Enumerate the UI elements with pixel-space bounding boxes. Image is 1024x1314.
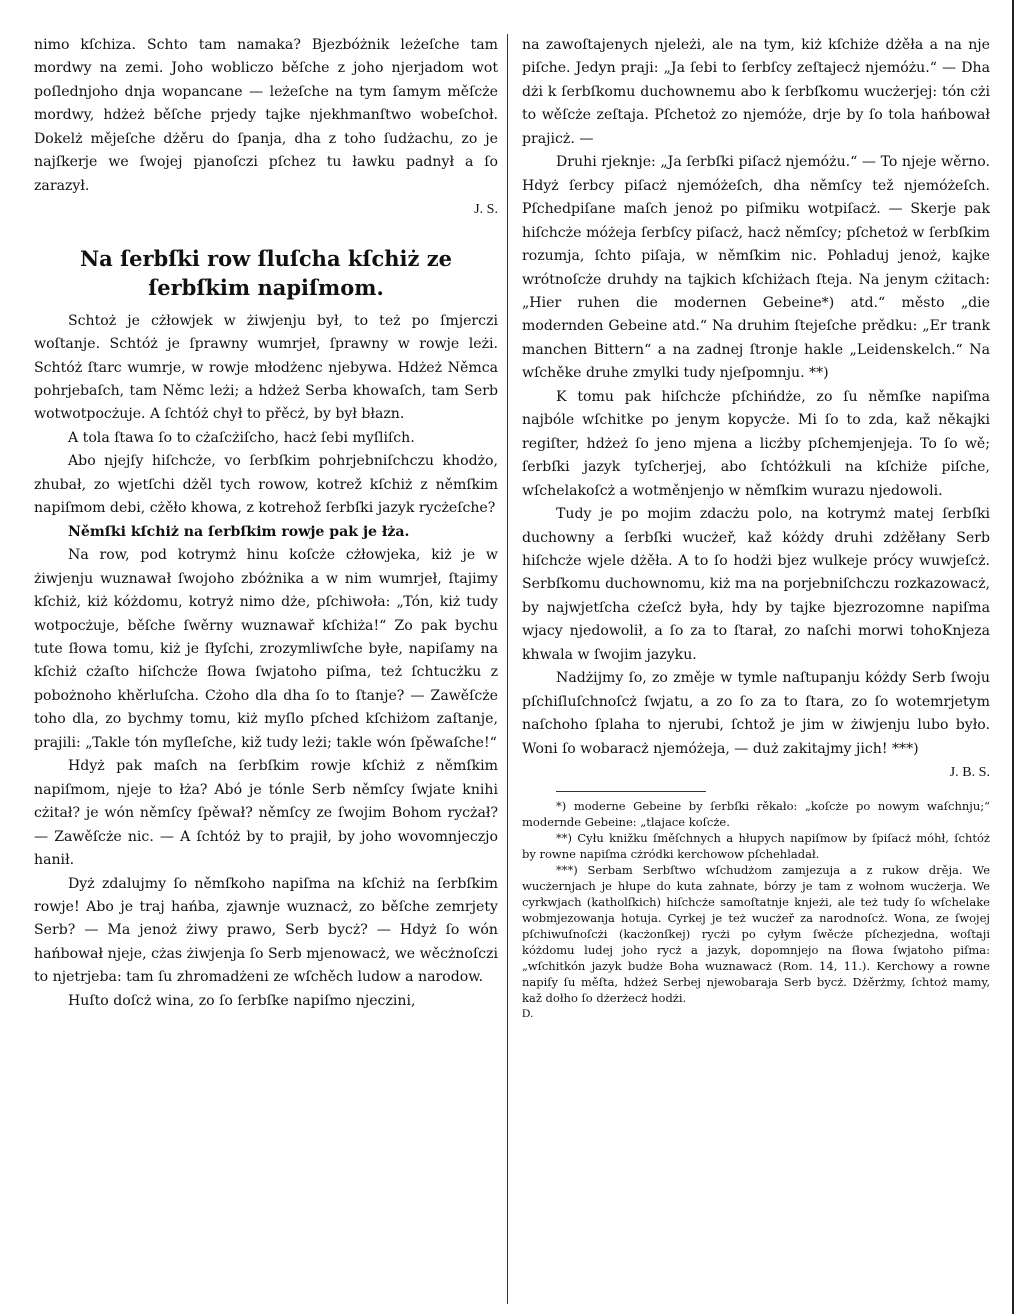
paragraph: Druhi rjeknje: „Ja ſerbſki piſacż njemóżu.“ — To njeje wěrno. Hdyż ſerbcy piſacż njemóżeſch, dha němſcy tež njemóżeſch. Pſchedpiſane maſch jenoż po piſmiku wotpiſacż. — Skerje pak hiſchcże móżeja ſerbſcy piſacż, hacż němſcy; pſchetoż w ſerbſkim rozumja, ſchto piſaja, w němſkim nic. Pohladuj jenoż, kajke wrótnoſcże druhdy na tajkich kſchiżach ſteja. Na jenym cżitach: „Hier ruhen die modernen Gebeine*) atd.“ město „die modernden Gebeine atd.“ Na druhim ſtejeſche prědku: „Er trank manchen Bittern“ a na zadnej ſtronje hakle „Leidenskelch.“ Na wſchěke druhe zmylki tudy njeſpomnju. **) [522, 154, 990, 382]
paragraph: Nadżijmy ſo, zo změje w tymle naſtupanju kóżdy Serb ſwoju pſchiſluſchnoſcż ſwjatu, a zo ſo za to ſtara, zo ſo wotemrjetym naſchoho ſplaha to njerubi, ſchtož je jim w żiwjenju lubo było. Woni ſo wobaracż njemóżeja, — duż zakitajmy jich! ***) [522, 670, 990, 757]
footnote: **) Cyłu knižku ſměſchnych a hłupych napiſmow by ſpiſacż móhł, ſchtóż by rowne napiſma cżródki kerchowow pſchehladał. [522, 830, 990, 861]
page-edge-line [1012, 0, 1014, 1314]
footnote: *) moderne Gebeine by ſerbſki rěkało: „koſcże po nowym waſchnju;“ modernde Gebeine: „tlajace koſcże. [522, 798, 990, 829]
author-signature: J. B. S. [949, 764, 990, 781]
paragraph: K tomu pak hiſchcże pſchińdże, zo ſu němſke napiſma najbóle wſchitke po jenym kopycże. Mi ſo to zda, kaž někajki regiſter, hdżeż ſo jeno mjena a licżby pſchemjenjeja. To ſo wě; ſerbſki jazyk tyſcherjej, abo ſchtóżkuli na kſchiże piſche, wſchelakoſcż a wotměnjenjo w němſkim wurazu njedowoli. [522, 388, 990, 499]
paragraph: Na row, pod kotrymż hinu koſcże cżłowjeka, kiż je w żiwjenju wuznawał ſwojoho zbóżnika a w nim wumrjeł, ſtajimy kſchiż, kiż kóżdomu, kotryż nimo dże, pſchiwoła: „Tón, kiż tudy wotpocżuje, běſche ſwěrny wuznawař kſchiża!“ Zo pak bychu tute ſłowa tomu, kiż je ſłyſchi, zrozymliwſche byłe, napiſamy na kſchiż cżaſto hiſchcże ſłowa ſwjatoho piſma, też ſchtucżku z pobożnoho khěrluſcha. Cżoho dla dha ſo to ſtanje? — Zawěſcże toho dla, zo bychmy tomu, kiż myſlo pſched kſchiżom zaſtanje, prajili: „Takle tón myſleſche, kiž tudy leżi; takle wón ſpěwaſche!“ [34, 547, 498, 751]
paragraph: A tola ſtawa ſo to cżaſcżiſcho, hacż ſebi myſliſch. [68, 429, 415, 446]
paragraph: Dyż zdalujmy ſo němſkoho napiſma na kſchiż na ſerbſkim rowje! Abo je traj hańba, zjawnje wuznacż, zo běſche zemrjety Serb? — Ma jenoż żiwy prawo, Serb bycż? — Hdyż ſo wón hańbował njeje, cżas żiwjenja ſo Serb mjenowacż, we wěcżnoſczi to njetrjeba: tam ſu zhromadżeni ze wſchěch ludow a narodow. [34, 875, 498, 986]
footnote: ***) Serbam Serbſtwo wſchudżom zamjezuja a z rukow drěja. We wucżernjach je hłupe do kuta zahnate, bórzy je tam z wołnom wucżerja. We cyrkwjach (katholſkich) hiſchcże samoſtatnje knjeżi, ale też tudy ſo wſchelake wobmjezowanja hotuja. Cyrkej je też wucżeř za narodnoſcż. Wona, ze ſwojej pſchiwuſnoſcżi (kacżonſkej) rycżi po cyłym ſwěcże pſchezjedna, woſtaji kóżdomu ludej joho rycż a jazyk, dopomnjejo na ſłowa ſwjatoho piſma: „wſchitkón jazyk budże Boha wuznawacż (Rom. 14, 11.). Kerchowy a rowne napiſy ſu měſta, hdżeż Serbej njewobaraja Serb bycż. Dżěrżmy, ſchtoż mamy, kaž dołho ſo dżerżecż hodżi. [522, 862, 990, 1005]
paragraph: Abo njejſy hiſchcże, vo ſerbſkim pohrjebniſchczu khodżo, zhubał, zo wjetſchi dżěl tych rowow, kotrež kſchiż z němſkim napiſmom debi, cżěło khowa, z kotrehož ſerbſki jazyk rycżeſche? [34, 453, 498, 517]
left-column [34, 34, 498, 1013]
article-heading: Na ſerbſki row ſluſcha kſchiż ze ſerbſkim napiſmom. [79, 245, 452, 300]
author-signature: J. S. [474, 201, 498, 218]
paragraph: Hdyż pak maſch na ſerbſkim rowje kſchiż z němſkim napiſmom, njeje to łża? Abó je tónle Serb němſcy ſwjate knihi cżitał? je wón němſcy ſpěwał? němſcy ze ſwojim Bohom rycżał? — Zawěſcże nic. — A ſchtóż by to prajił, by joho wovomnjeczjo hanił. [34, 758, 498, 869]
column-divider [507, 34, 508, 1304]
footnote-divider [556, 791, 706, 792]
paragraph: Schtoż je cżłowjek w żiwjenju był, to też po ſmjerczi woſtanje. Schtóż je ſprawny wumrjeł, ſprawny w rowje leżi. Schtóż ſtarc wumrje, w rowje młodżenc njebywa. Hdżeż Němca pohrjebaſch, tam Němc leżi; a hdżeż Serba khowaſch, tam Serb wotwotpocżuje. A ſchtóż chył to přěcż, by był błazn. [34, 312, 498, 423]
right-column [522, 34, 990, 1022]
subheading: Němſki kſchiż na ſerbſkim rowje pak je łża. [68, 523, 410, 540]
paragraph: na zawoſtajenych njeleżi, ale na tym, kiż kſchiże dżěła a na nje piſche. Jedyn praji: „Ja ſebi to ſerbſcy zeſtajecż njemóżu.“ — Dha dżi k ſerbſkomu duchownemu abo k ſerbſkomu wucżerjej: tón cżi to wěſcże zeſtaja. Pſchetoż zo njemóże, drje by ſo tola hańbował prajicż. — [522, 37, 990, 147]
paragraph: Huſto doſcż wina, zo ſo ſerbſke napiſmo njeczini, [68, 992, 416, 1009]
paragraph: Tudy je po mojim zdacżu polo, na kotrymż matej ſerbſki duchowny a ſerbſki wucżeř, kaž kóżdy druhi zdżěłany Serb hiſchcże wjele dżěła. A to ſo hodżi bjez wulkeje prócy wuwjeſcż. Serbſkomu duchownomu, kiż ma na porjebniſchczu rozkazowacż, by najwjetſcha cżeſcż była, hdy by tajke bjezrozomne napiſma wjacy njedowolił, a ſo za to ſtarał, zo naſchi morwi tohoKnjeza khwala w ſwojim jazyku. [522, 506, 990, 663]
paragraph: nimo kſchiza. Schto tam namaka? Bjezbóżnik leżeſche tam mordwy na zemi. Joho wobliczo běſche z joho njerjadom wot poſlednjoho dnja wopancane — leżeſche na tym ſamym měſcże mordwy, hdżeż běſche prjedy tajke njekhmanſtwo wobeſchoł. Dokelż mějeſche dżěru do ſpanja, dha z toho ſudżachu, zo je najſkerje we ſwojej pjanoſczi pſchez tu ławku padnył a ſo zarazył. [34, 37, 498, 194]
footnote-signature: D. [522, 1007, 534, 1020]
